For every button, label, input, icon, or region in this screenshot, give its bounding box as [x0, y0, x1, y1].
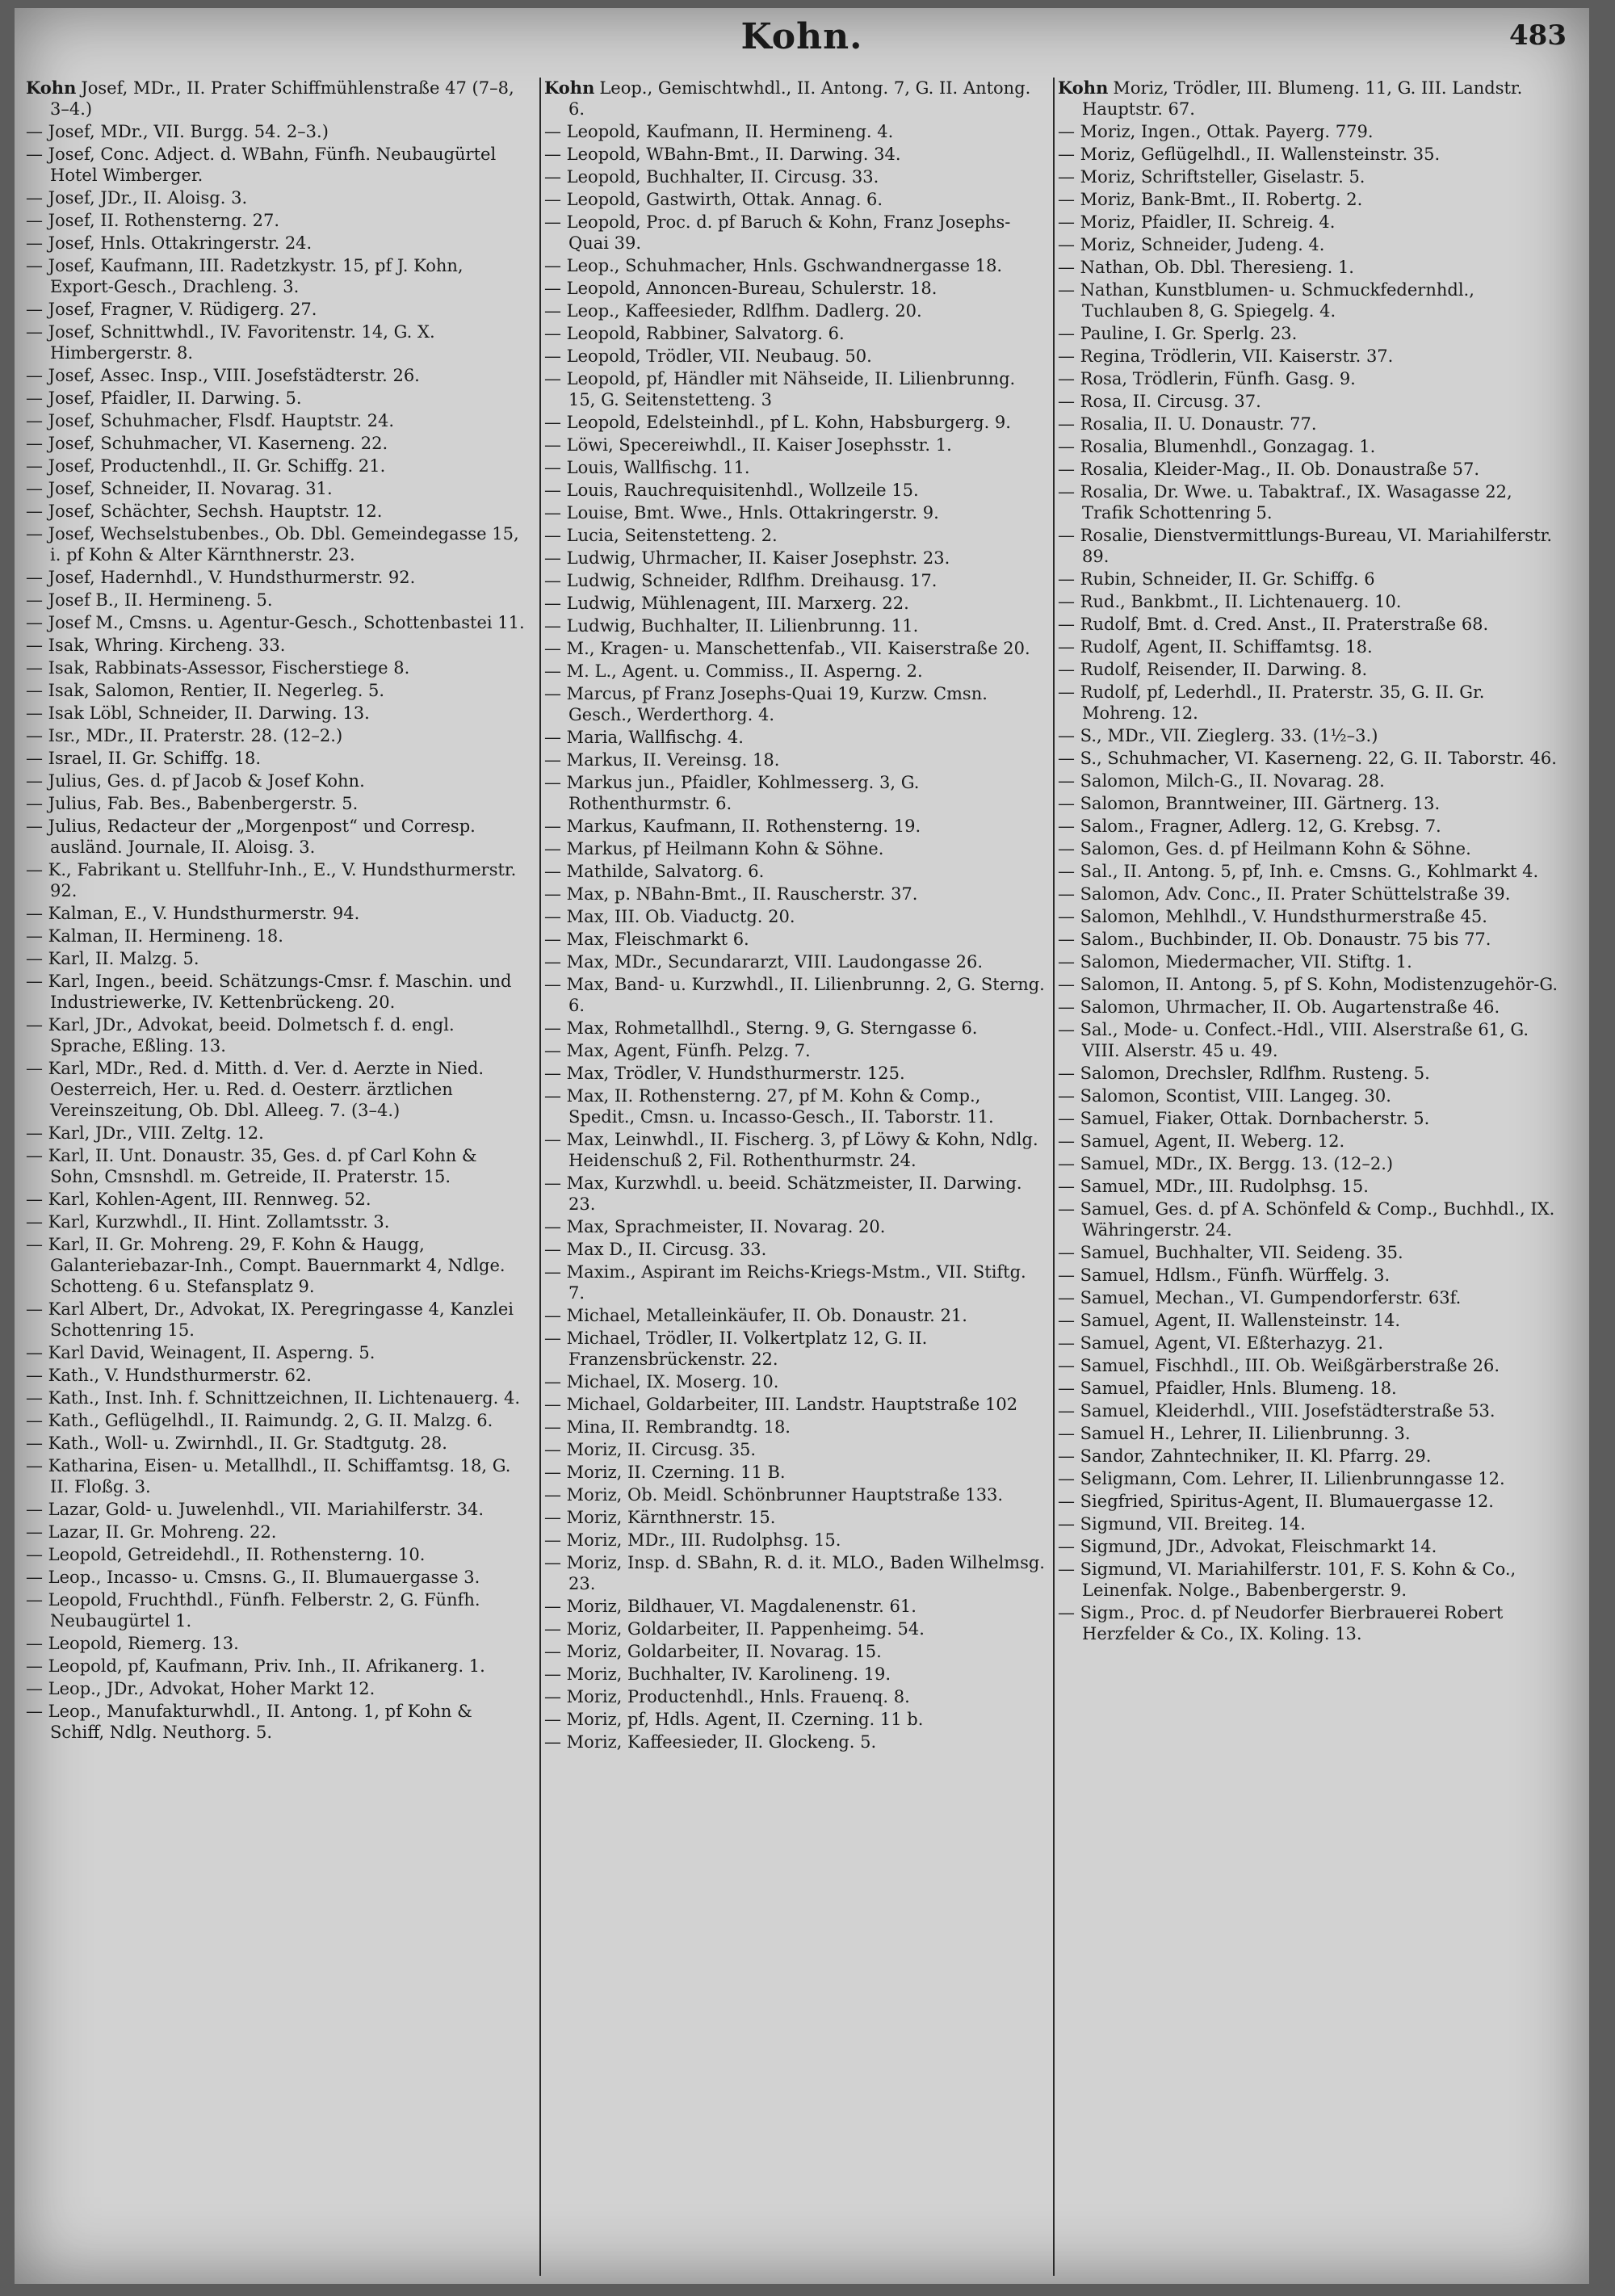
directory-entry: — Karl, Ingen., beeid. Schätzungs-Cmsr. f. Maschin. und Industriewerke, IV. Kettenbrückeng. 20. — [26, 972, 512, 1012]
surname-label: Kohn — [544, 78, 595, 98]
first-entry-text: Leop., Gemischtwhdl., II. Antong. 7, G. II. Antong. 6. — [568, 78, 1031, 119]
directory-entry: — Samuel H., Lehrer, II. Lilienbrunng. 3. — [1058, 1424, 1411, 1443]
directory-entry: — Josef, MDr., VII. Burgg. 54. 2–3.) — [26, 122, 329, 141]
directory-entry: — Moriz, Goldarbeiter, II. Novarag. 15. — [544, 1642, 882, 1661]
directory-entry: — Pauline, I. Gr. Sperlg. 23. — [1058, 324, 1298, 343]
directory-entry: — Leopold, pf, Händler mit Nähseide, II. Lilienbrunng. 15, G. Seitenstetteng. 3 — [544, 369, 1016, 409]
directory-entry: — Josef, Pfaidler, II. Darwing. 5. — [26, 388, 302, 408]
directory-entry: — Nathan, Ob. Dbl. Theresieng. 1. — [1058, 258, 1354, 277]
directory-entry: — Max, Kurzwhdl. u. beeid. Schätzmeister, II. Darwing. 23. — [544, 1173, 1022, 1214]
directory-entry: — Moriz, Kaffeesieder, II. Glockeng. 5. — [544, 1732, 877, 1752]
directory-entry: — Rud., Bankbmt., II. Lichtenauerg. 10. — [1058, 592, 1402, 611]
directory-entry: — Sal., II. Antong. 5, pf, Inh. e. Cmsns. G., Kohlmarkt 4. — [1058, 862, 1539, 881]
directory-entry: — Salomon, Branntweiner, III. Gärtnerg. 13. — [1058, 794, 1441, 813]
directory-entry: — Moriz, MDr., III. Rudolphsg. 15. — [544, 1530, 841, 1550]
directory-entry: — Josef B., II. Hermineng. 5. — [26, 590, 273, 610]
directory-entry: — Leopold, Kaufmann, II. Hermineng. 4. — [544, 122, 894, 141]
directory-entry: — M., Kragen- u. Manschettenfab., VII. Kaiserstraße 20. — [544, 639, 1030, 658]
directory-entry: — Sigmund, VII. Breiteg. 14. — [1058, 1514, 1306, 1534]
directory-entry: — Rudolf, Agent, II. Schiffamtsg. 18. — [1058, 637, 1373, 657]
directory-entry: — Rosalie, Dienstvermittlungs-Bureau, VI. Mariahilferstr. 89. — [1058, 526, 1553, 566]
directory-entry: — Salomon, Uhrmacher, II. Ob. Augartenstraße 46. — [1058, 997, 1500, 1017]
directory-entry: — Kath., Geflügelhdl., II. Raimundg. 2, G. II. Malzg. 6. — [26, 1411, 493, 1430]
directory-entry: — Josef, Conc. Adject. d. WBahn, Fünfh. Neubaugürtel Hotel Wimberger. — [26, 145, 497, 185]
directory-entry: — Ludwig, Mühlenagent, III. Marxerg. 22. — [544, 594, 909, 613]
directory-entry: — Leopold, Trödler, VII. Neubaug. 50. — [544, 346, 872, 366]
directory-entry: — Rosalia, Kleider-Mag., II. Ob. Donaustraße 57. — [1058, 460, 1480, 479]
directory-entry: — Michael, Goldarbeiter, III. Landstr. Hauptstraße 102 — [544, 1395, 1018, 1414]
directory-entry: — Sal., Mode- u. Confect.-Hdl., VIII. Alserstraße 61, G. VIII. Alserstr. 45 u. 49. — [1058, 1020, 1529, 1060]
surname-label: Kohn — [1058, 78, 1109, 98]
directory-entry: — Julius, Fab. Bes., Babenbergerstr. 5. — [26, 794, 359, 813]
directory-entry: — Markus, II. Vereinsg. 18. — [544, 750, 780, 770]
directory-entry: — Michael, Metalleinkäufer, II. Ob. Donaustr. 21. — [544, 1306, 967, 1325]
directory-entry: — Israel, II. Gr. Schiffg. 18. — [26, 749, 262, 768]
directory-entry: — M. L., Agent. u. Commiss., II. Asperng. 2. — [544, 661, 923, 681]
directory-entry: — Louis, Wallfischg. 11. — [544, 458, 750, 477]
directory-entry: — Leop., JDr., Advokat, Hoher Markt 12. — [26, 1679, 375, 1698]
directory-entry: — Max, Rohmetallhdl., Sterng. 9, G. Sterngasse 6. — [544, 1018, 978, 1038]
directory-entry: — Karl, II. Unt. Donaustr. 35, Ges. d. pf Carl Kohn & Sohn, Cmsnshdl. m. Getreide, II. Praterstr. 15. — [26, 1146, 477, 1186]
directory-entry: — Moriz, Ob. Meidl. Schönbrunner Hauptstraße 133. — [544, 1485, 1004, 1505]
directory-entry: — Samuel, Pfaidler, Hnls. Blumeng. 18. — [1058, 1379, 1397, 1398]
page-number: 483 — [1509, 19, 1567, 52]
directory-page — [15, 8, 1589, 2284]
directory-entry: — Moriz, Insp. d. SBahn, R. d. it. MLO., Baden Wilhelmsg. 23. — [544, 1553, 1045, 1593]
directory-entry: — S., Schuhmacher, VI. Kaserneng. 22, G. II. Taborstr. 46. — [1058, 749, 1557, 768]
directory-entry: — Siegfried, Spiritus-Agent, II. Blumauergasse 12. — [1058, 1492, 1494, 1511]
directory-entry: — Mathilde, Salvatorg. 6. — [544, 862, 765, 881]
directory-entry: — Rosalia, Dr. Wwe. u. Tabaktraf., IX. Wasagasse 22, Trafik Schottenring 5. — [1058, 482, 1512, 523]
columns — [26, 78, 1578, 2276]
directory-entry: — Salomon, Mehlhdl., V. Hundsthurmerstraße 45. — [1058, 907, 1487, 926]
directory-entry: — Leopold, Fruchthdl., Fünfh. Felberstr. 2, G. Fünfh. Neubaugürtel 1. — [26, 1590, 480, 1631]
directory-entry: — Max, II. Rothensterng. 27, pf M. Kohn & Comp., Spedit., Cmsn. u. Incasso-Gesch., II. Taborstr. 11. — [544, 1086, 994, 1127]
directory-entry: — Rosalia, Blumenhdl., Gonzagag. 1. — [1058, 437, 1376, 456]
directory-entry: — Max D., II. Circusg. 33. — [544, 1240, 767, 1259]
directory-entry: — Markus jun., Pfaidler, Kohlmesserg. 3, G. Rothenthurmstr. 6. — [544, 773, 920, 813]
directory-entry: — Josef, Schächter, Sechsh. Hauptstr. 12. — [26, 502, 383, 521]
directory-entry: — Moriz, Geflügelhdl., II. Wallensteinstr. 35. — [1058, 145, 1441, 164]
directory-entry: — Josef, II. Rothensterng. 27. — [26, 211, 280, 230]
directory-entry: — Leop., Schuhmacher, Hnls. Gschwandnergasse 18. — [544, 256, 1003, 275]
directory-entry: — Rubin, Schneider, II. Gr. Schiffg. 6 — [1058, 569, 1375, 589]
directory-entry: — Josef, Schuhmacher, VI. Kaserneng. 22. — [26, 434, 388, 453]
directory-entry: — Ludwig, Uhrmacher, II. Kaiser Josephstr. 23. — [544, 548, 950, 568]
directory-entry: — Salomon, Ges. d. pf Heilmann Kohn & Söhne. — [1058, 839, 1471, 858]
directory-entry: — Maria, Wallfischg. 4. — [544, 728, 744, 747]
directory-entry: — Rosa, Trödlerin, Fünfh. Gasg. 9. — [1058, 369, 1356, 388]
column-2 — [539, 78, 1045, 2276]
directory-entry: — Salomon, Drechsler, Rdlfhm. Rusteng. 5. — [1058, 1064, 1430, 1083]
directory-entry: — Rosalia, II. U. Donaustr. 77. — [1058, 414, 1317, 434]
directory-entry: — Samuel, Hdlsm., Fünfh. Würffelg. 3. — [1058, 1266, 1391, 1285]
directory-entry: — Josef, Fragner, V. Rüdigerg. 27. — [26, 300, 317, 319]
directory-entry: — Samuel, Fischhdl., III. Ob. Weißgärberstraße 26. — [1058, 1356, 1500, 1375]
directory-entry: — Rudolf, Bmt. d. Cred. Anst., II. Praterstraße 68. — [1058, 615, 1489, 634]
directory-entry: — Karl David, Weinagent, II. Asperng. 5. — [26, 1343, 375, 1362]
directory-entry: — Karl, JDr., Advokat, beeid. Dolmetsch f. d. engl. Sprache, Eßling. 13. — [26, 1015, 455, 1056]
directory-entry: — Samuel, Buchhalter, VII. Seideng. 35. — [1058, 1243, 1403, 1262]
directory-entry: — Kath., V. Hundsthurmerstr. 62. — [26, 1366, 312, 1385]
directory-entry: — Karl, II. Malzg. 5. — [26, 949, 199, 968]
directory-entry: — Lazar, Gold- u. Juwelenhdl., VII. Mariahilferstr. 34. — [26, 1500, 484, 1519]
directory-entry: — Samuel, Agent, II. Wallensteinstr. 14. — [1058, 1311, 1401, 1330]
directory-entry: — Josef, Hnls. Ottakringerstr. 24. — [26, 233, 313, 253]
directory-entry: — Marcus, pf Franz Josephs-Quai 19, Kurzw. Cmsn. Gesch., Werderthorg. 4. — [544, 684, 988, 724]
directory-entry: — Kalman, E., V. Hundsthurmerstr. 94. — [26, 904, 360, 923]
directory-entry: — Josef M., Cmsns. u. Agentur-Gesch., Schottenbastei 11. — [26, 613, 525, 632]
directory-entry: — Kath., Woll- u. Zwirnhdl., II. Gr. Stadtgutg. 28. — [26, 1433, 447, 1453]
column-first-entry — [544, 78, 1045, 120]
directory-entry: — Kath., Inst. Inh. f. Schnittzeichnen, II. Lichtenauerg. 4. — [26, 1388, 521, 1408]
directory-entry: — Rudolf, pf, Lederhdl., II. Praterstr. 35, G. II. Gr. Mohreng. 12. — [1058, 682, 1485, 723]
running-head: Kohn. — [740, 16, 863, 57]
directory-entry: — Salomon, Scontist, VIII. Langeg. 30. — [1058, 1086, 1391, 1106]
directory-entry: — Lazar, II. Gr. Mohreng. 22. — [26, 1522, 277, 1542]
directory-entry: — Markus, pf Heilmann Kohn & Söhne. — [544, 839, 884, 858]
directory-entry: — Josef, Kaufmann, III. Radetzkystr. 15, pf J. Kohn, Export-Gesch., Drachleng. 3. — [26, 256, 464, 296]
directory-entry: — Josef, Schneider, II. Novarag. 31. — [26, 479, 333, 498]
directory-entry: — Julius, Redacteur der „Morgenpost“ und Corresp. ausländ. Journale, II. Aloisg. 3. — [26, 816, 476, 857]
directory-entry: — Max, Fleischmarkt 6. — [544, 930, 749, 949]
directory-entry: — Salomon, Miedermacher, VII. Stiftg. 1. — [1058, 952, 1412, 972]
directory-entry: — Samuel, Agent, VI. Eßterhazyg. 21. — [1058, 1333, 1384, 1353]
directory-entry: — Samuel, Kleiderhdl., VIII. Josefstädterstraße 53. — [1058, 1401, 1495, 1421]
directory-entry: — Karl, II. Gr. Mohreng. 29, F. Kohn & Haugg, Galanteriebazar-Inh., Compt. Bauernmarkt 4, Ndlge. Schotteng. 6 u. Stefansplatz 9. — [26, 1235, 505, 1296]
directory-entry: — Max, Band- u. Kurzwhdl., II. Lilienbrunng. 2, G. Sterng. 6. — [544, 975, 1045, 1015]
directory-entry: — Moriz, pf, Hdls. Agent, II. Czerning. 11 b. — [544, 1710, 924, 1729]
directory-entry: — Josef, Wechselstubenbes., Ob. Dbl. Gemeindegasse 15, i. pf Kohn & Alter Kärnthnerstr. 23. — [26, 524, 519, 565]
directory-entry: — Isak, Salomon, Rentier, II. Negerleg. 5. — [26, 681, 385, 700]
directory-entry: — Nathan, Kunstblumen- u. Schmuckfedernhdl., Tuchlauben 8, G. Spiegelg. 4. — [1058, 280, 1474, 321]
directory-entry: — Moriz, Goldarbeiter, II. Pappenheimg. 54. — [544, 1619, 925, 1639]
directory-entry: — Moriz, Schneider, Judeng. 4. — [1058, 235, 1325, 254]
directory-entry: — Max, Leinwhdl., II. Fischerg. 3, pf Löwy & Kohn, Ndlg. Heidenschuß 2, Fil. Rothenthurmstr. 24. — [544, 1130, 1038, 1170]
directory-entry: — K., Fabrikant u. Stellfuhr-Inh., E., V. Hundsthurmerstr. 92. — [26, 860, 517, 900]
directory-entry: — Leopold, Getreidehdl., II. Rothensterng. 10. — [26, 1545, 426, 1564]
directory-entry: — Leopold, Buchhalter, II. Circusg. 33. — [544, 167, 879, 187]
directory-entry: — Max, p. NBahn-Bmt., II. Rauscherstr. 37. — [544, 884, 918, 904]
directory-entry: — Isak, Rabbinats-Assessor, Fischerstiege 8. — [26, 658, 410, 678]
directory-entry: — Leopold, Gastwirth, Ottak. Annag. 6. — [544, 190, 883, 209]
directory-entry: — Karl Albert, Dr., Advokat, IX. Peregringasse 4, Kanzlei Schottenring 15. — [26, 1299, 514, 1340]
first-entry-text: Moriz, Trödler, III. Blumeng. 11, G. III. Landstr. Hauptstr. 67. — [1082, 78, 1523, 119]
directory-entry: — Moriz, Bildhauer, VI. Magdalenenstr. 61. — [544, 1597, 917, 1616]
directory-entry: — Josef, Hadernhdl., V. Hundsthurmerstr. 92. — [26, 568, 416, 587]
directory-entry: — Löwi, Specereiwhdl., II. Kaiser Josephsstr. 1. — [544, 435, 952, 455]
directory-entry: — Seligmann, Com. Lehrer, II. Lilienbrunngasse 12. — [1058, 1469, 1505, 1488]
directory-entry: — Leop., Incasso- u. Cmsns. G., II. Blumauergasse 3. — [26, 1568, 480, 1587]
directory-entry: — Leop., Kaffeesieder, Rdlfhm. Dadlerg. 20. — [544, 301, 922, 321]
directory-entry: — Moriz, Pfaidler, II. Schreig. 4. — [1058, 212, 1336, 232]
directory-entry: — Leopold, Annoncen-Bureau, Schulerstr. 18. — [544, 279, 938, 298]
directory-entry: — Katharina, Eisen- u. Metallhdl., II. Schiffamtsg. 18, G. II. Floßg. 3. — [26, 1456, 511, 1496]
directory-entry: — Leopold, WBahn-Bmt., II. Darwing. 34. — [544, 145, 901, 164]
directory-entry: — Moriz, Schriftsteller, Giselastr. 5. — [1058, 167, 1365, 187]
column-3 — [1053, 78, 1558, 2276]
directory-entry: — Sigmund, VI. Mariahilferstr. 101, F. S. Kohn & Co., Leinenfak. Nolge., Babenbergerstr. 9. — [1058, 1559, 1516, 1600]
directory-entry: — Leopold, Riemerg. 13. — [26, 1634, 239, 1653]
column-1 — [26, 78, 530, 2276]
directory-entry: — Lucia, Seitenstetteng. 2. — [544, 526, 778, 545]
directory-entry: — Samuel, MDr., III. Rudolphsg. 15. — [1058, 1177, 1369, 1196]
directory-entry: — Salomon, Adv. Conc., II. Prater Schüttelstraße 39. — [1058, 884, 1511, 904]
directory-entry: — Josef, Schuhmacher, Flsdf. Hauptstr. 24. — [26, 411, 395, 430]
directory-entry: — Maxim., Aspirant im Reichs-Kriegs-Mstm., VII. Stiftg. 7. — [544, 1262, 1026, 1303]
column-first-entry — [26, 78, 530, 120]
directory-entry: — Karl, Kurzwhdl., II. Hint. Zollamtsstr. 3. — [26, 1212, 390, 1232]
column-first-entry — [1058, 78, 1558, 120]
directory-entry: — Michael, Trödler, II. Volkertplatz 12, G. II. Franzensbrückenstr. 22. — [544, 1328, 928, 1369]
directory-entry: — S., MDr., VII. Zieglerg. 33. (1½–3.) — [1058, 726, 1378, 745]
directory-entry: — Moriz, Bank-Bmt., II. Robertg. 2. — [1058, 190, 1363, 209]
directory-entry: — Salom., Fragner, Adlerg. 12, G. Krebsg. 7. — [1058, 816, 1441, 836]
directory-entry: — Karl, Kohlen-Agent, III. Rennweg. 52. — [26, 1190, 371, 1209]
surname-label: Kohn — [26, 78, 77, 98]
directory-entry: — Julius, Ges. d. pf Jacob & Josef Kohn. — [26, 771, 365, 791]
directory-entry: — Josef, Productenhdl., II. Gr. Schiffg. 21. — [26, 456, 386, 476]
directory-entry: — Moriz, II. Czerning. 11 B. — [544, 1463, 786, 1482]
directory-entry: — Kalman, II. Hermineng. 18. — [26, 926, 283, 946]
directory-entry: — Ludwig, Buchhalter, II. Lilienbrunng. 11. — [544, 616, 919, 636]
directory-entry: — Josef, Schnittwhdl., IV. Favoritenstr. 14, G. X. Himbergerstr. 8. — [26, 322, 435, 363]
directory-entry: — Sandor, Zahntechniker, II. Kl. Pfarrg. 29. — [1058, 1446, 1432, 1466]
directory-entry: — Leopold, Proc. d. pf Baruch & Kohn, Franz Josephs-Quai 39. — [544, 212, 1011, 253]
directory-entry: — Moriz, Buchhalter, IV. Karolineng. 19. — [544, 1664, 891, 1684]
directory-entry: — Salomon, Milch-G., II. Novarag. 28. — [1058, 771, 1385, 791]
directory-entry: — Markus, Kaufmann, II. Rothensterng. 19. — [544, 816, 921, 836]
directory-entry: — Louise, Bmt. Wwe., Hnls. Ottakringerstr. 9. — [544, 503, 939, 523]
directory-entry: — Samuel, Mechan., VI. Gumpendorferstr. 63f. — [1058, 1288, 1462, 1308]
directory-entry: — Louis, Rauchrequisitenhdl., Wollzeile 15. — [544, 481, 919, 500]
directory-entry: — Leop., Manufakturwhdl., II. Antong. 1, pf Kohn & Schiff, Ndlg. Neuthorg. 5. — [26, 1702, 472, 1742]
directory-entry: — Max, III. Ob. Viaductg. 20. — [544, 907, 795, 926]
directory-entry: — Max, MDr., Secundararzt, VIII. Laudongasse 26. — [544, 952, 984, 972]
directory-entry: — Sigm., Proc. d. pf Neudorfer Bierbrauerei Robert Herzfelder & Co., IX. Koling. 13. — [1058, 1603, 1504, 1643]
directory-entry: — Salom., Buchbinder, II. Ob. Donaustr. 75 bis 77. — [1058, 930, 1491, 949]
directory-entry: — Salomon, II. Antong. 5, pf S. Kohn, Modistenzugehör-G. — [1058, 975, 1558, 994]
directory-entry: — Max, Sprachmeister, II. Novarag. 20. — [544, 1217, 886, 1236]
directory-entry: — Moriz, Ingen., Ottak. Payerg. 779. — [1058, 122, 1374, 141]
directory-entry: — Samuel, Ges. d. pf A. Schönfeld & Comp., Buchhdl., IX. Währingerstr. 24. — [1058, 1199, 1555, 1240]
directory-entry: — Leopold, Rabbiner, Salvatorg. 6. — [544, 324, 845, 343]
directory-entry: — Karl, MDr., Red. d. Mitth. d. Ver. d. Aerzte in Nied. Oesterreich, Her. u. Red. d. Oesterr. ärztlichen Vereinszeitung, Ob. Dbl. Alleeg. 7. (3–4.) — [26, 1059, 484, 1120]
directory-entry: — Josef, Assec. Insp., VIII. Josefstädterstr. 26. — [26, 366, 420, 385]
directory-entry: — Sigmund, JDr., Advokat, Fleischmarkt 14. — [1058, 1537, 1437, 1556]
directory-entry: — Mina, II. Rembrandtg. 18. — [544, 1417, 791, 1437]
directory-entry: — Moriz, Kärnthnerstr. 15. — [544, 1508, 776, 1527]
directory-entry: — Moriz, II. Circusg. 35. — [544, 1440, 757, 1459]
directory-entry: — Josef, JDr., II. Aloisg. 3. — [26, 188, 248, 208]
directory-entry: — Rosa, II. Circusg. 37. — [1058, 392, 1261, 411]
directory-entry: — Karl, JDr., VIII. Zeltg. 12. — [26, 1123, 264, 1143]
directory-entry: — Samuel, MDr., IX. Bergg. 13. (12–2.) — [1058, 1154, 1394, 1173]
directory-entry: — Rudolf, Reisender, II. Darwing. 8. — [1058, 660, 1368, 679]
directory-entry: — Max, Agent, Fünfh. Pelzg. 7. — [544, 1041, 811, 1060]
first-entry-text: Josef, MDr., II. Prater Schiffmühlenstraße 47 (7–8, 3–4.) — [50, 78, 514, 119]
directory-entry: — Moriz, Productenhdl., Hnls. Frauenq. 8. — [544, 1687, 910, 1706]
directory-entry: — Samuel, Fiaker, Ottak. Dornbacherstr. 5. — [1058, 1109, 1430, 1128]
directory-entry: — Michael, IX. Moserg. 10. — [544, 1372, 779, 1391]
directory-entry: — Max, Trödler, V. Hundsthurmerstr. 125. — [544, 1064, 905, 1083]
directory-entry: — Isak Löbl, Schneider, II. Darwing. 13. — [26, 703, 370, 723]
directory-entry: — Ludwig, Schneider, Rdlfhm. Dreihausg. 17. — [544, 571, 938, 590]
directory-entry: — Isr., MDr., II. Praterstr. 28. (12–2.) — [26, 726, 343, 745]
directory-entry: — Leopold, pf, Kaufmann, Priv. Inh., II. Afrikanerg. 1. — [26, 1656, 485, 1676]
directory-entry: — Leopold, Edelsteinhdl., pf L. Kohn, Habsburgerg. 9. — [544, 413, 1011, 432]
directory-entry: — Isak, Whring. Kircheng. 33. — [26, 636, 286, 655]
directory-entry: — Regina, Trödlerin, VII. Kaiserstr. 37. — [1058, 346, 1394, 366]
directory-entry: — Samuel, Agent, II. Weberg. 12. — [1058, 1131, 1345, 1151]
